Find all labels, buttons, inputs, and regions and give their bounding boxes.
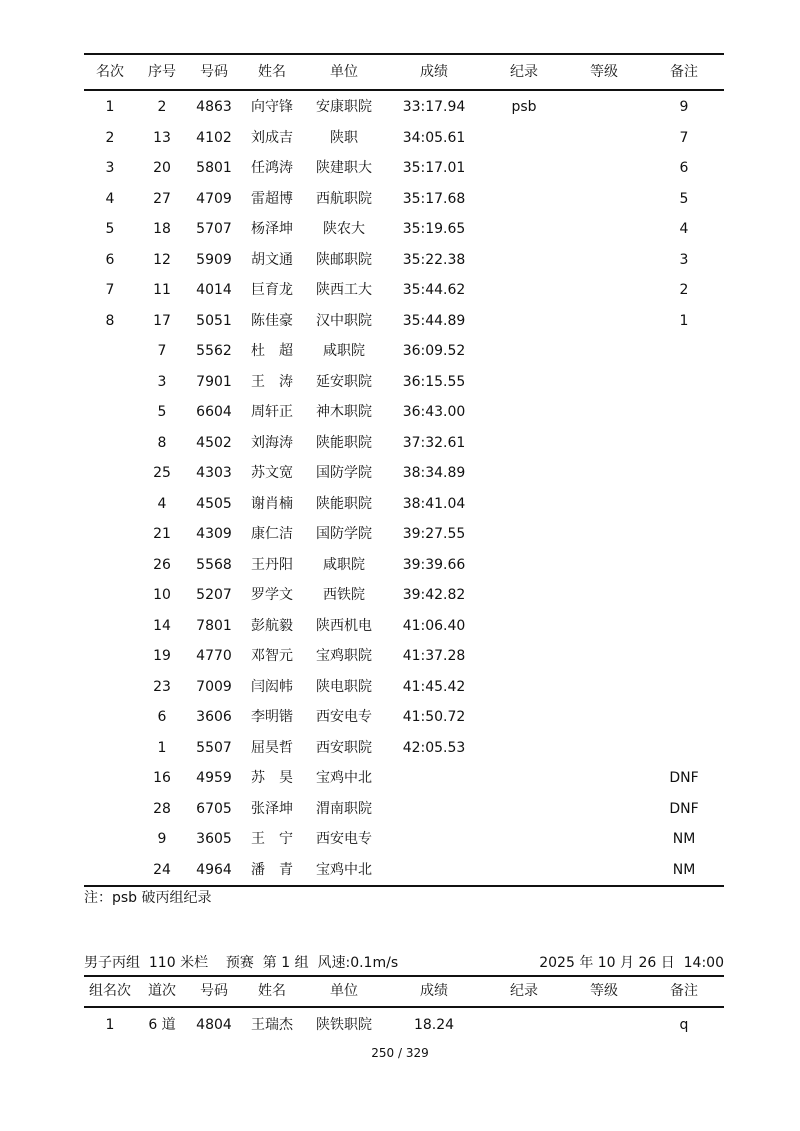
table-cell: 36:15.55 <box>402 373 466 390</box>
table-cell: 10 <box>153 587 171 603</box>
table-row <box>84 184 724 215</box>
table-cell: 4709 <box>196 190 232 207</box>
column-header: 纪录 <box>484 976 564 1007</box>
table-row <box>84 428 724 459</box>
table-cell: 闫闳帏 <box>251 678 293 695</box>
table-cell <box>564 153 644 184</box>
table-cell: 陕职 <box>330 129 358 146</box>
table-cell <box>484 184 564 215</box>
table-cell: 宝鸡中北 <box>316 861 372 878</box>
table-cell: 38:41.04 <box>402 495 466 512</box>
column-header: 纪录 <box>484 54 564 90</box>
table-cell: 西安电专 <box>316 709 372 725</box>
column-header: 道次 <box>136 976 188 1007</box>
table-cell: 西铁院 <box>323 587 365 603</box>
table-cell <box>644 458 724 489</box>
table-cell <box>484 763 564 794</box>
column-header: 等级 <box>564 976 644 1007</box>
table-cell: 陕能职院 <box>316 495 372 512</box>
table-cell: 4 <box>157 495 167 512</box>
table-cell: 4863 <box>196 99 232 115</box>
event-heading <box>84 952 724 972</box>
table-cell <box>484 458 564 489</box>
table-row <box>84 611 724 642</box>
table-cell: 36:43.00 <box>402 404 466 420</box>
table-cell <box>484 153 564 184</box>
table-cell: 26 <box>153 556 171 573</box>
table-cell <box>84 855 136 887</box>
table-cell <box>84 397 136 428</box>
table-cell: 5562 <box>196 343 232 359</box>
table-cell: 王 涛 <box>251 373 293 390</box>
table-cell <box>484 641 564 672</box>
table-cell: 13 <box>153 129 171 146</box>
table-cell <box>84 519 136 550</box>
table-cell: 西安电专 <box>316 831 372 847</box>
table-cell: 5207 <box>196 587 232 603</box>
table-cell: 35:17.01 <box>402 160 466 176</box>
table-cell: 6 道 <box>148 1017 176 1033</box>
table-cell: 陕铁职院 <box>316 1017 372 1033</box>
table-row <box>84 641 724 672</box>
table-cell: 杜 超 <box>251 343 293 359</box>
table-cell: 3605 <box>196 831 232 847</box>
table-cell: 2 <box>679 282 689 298</box>
table-cell: 张泽坤 <box>251 800 293 817</box>
table-cell: 神木职院 <box>316 404 372 420</box>
table-cell <box>384 855 484 887</box>
table-cell <box>84 824 136 855</box>
table-cell <box>84 794 136 825</box>
table-cell: 19 <box>153 648 171 664</box>
table-cell <box>484 702 564 733</box>
table-row <box>84 90 724 123</box>
table-cell <box>564 794 644 825</box>
table-cell: 34:05.61 <box>402 129 466 146</box>
table-row <box>84 855 724 887</box>
table-cell: 周轩正 <box>251 404 293 420</box>
table-cell: 35:44.62 <box>402 282 466 298</box>
table-row <box>84 306 724 337</box>
table-cell <box>644 550 724 581</box>
table-cell <box>484 733 564 764</box>
table-cell <box>84 733 136 764</box>
table-cell: 2 <box>157 99 167 115</box>
table-cell: 41:45.42 <box>402 678 466 695</box>
table-cell: 4102 <box>196 129 232 146</box>
table-cell: 42:05.53 <box>402 739 466 756</box>
table-cell: 41:37.28 <box>402 648 466 664</box>
table-cell <box>564 90 644 123</box>
table-row <box>84 153 724 184</box>
table-cell <box>484 794 564 825</box>
table-cell <box>384 794 484 825</box>
table-cell: 杨泽坤 <box>251 221 293 237</box>
table-cell <box>564 245 644 276</box>
column-header: 成绩 <box>384 54 484 90</box>
table-cell <box>84 611 136 642</box>
column-header: 单位 <box>304 54 384 90</box>
table-cell: 9 <box>679 99 689 115</box>
table-cell <box>564 611 644 642</box>
table-cell: DNF <box>669 770 699 786</box>
table-cell: 36:09.52 <box>402 343 466 359</box>
table-cell: 41:06.40 <box>402 617 466 634</box>
table-cell: 28 <box>153 800 171 817</box>
table-cell <box>564 1007 644 1042</box>
table-cell: 6 <box>157 709 167 725</box>
table-cell: 咸职院 <box>323 343 365 359</box>
table-cell <box>564 458 644 489</box>
column-header: 备注 <box>644 976 724 1007</box>
column-header: 单位 <box>304 976 384 1007</box>
table-cell: 41:50.72 <box>402 709 466 725</box>
table-cell: 5707 <box>196 221 232 237</box>
table-cell: 7 <box>157 343 167 359</box>
table-cell: 6604 <box>196 404 232 420</box>
table-cell: 宝鸡职院 <box>316 648 372 664</box>
table-cell <box>484 519 564 550</box>
table-cell <box>564 580 644 611</box>
column-header: 组名次 <box>84 976 136 1007</box>
table-cell: 5507 <box>196 739 232 756</box>
table-cell: 3 <box>157 373 167 390</box>
table-row <box>84 489 724 520</box>
table-cell <box>644 397 724 428</box>
table-cell: 4770 <box>196 648 232 664</box>
table-cell: 陕建职大 <box>316 160 372 176</box>
table-cell: 李明锴 <box>251 709 293 725</box>
table-cell: 24 <box>153 861 171 878</box>
table-cell: 5 <box>679 190 689 207</box>
table-cell <box>484 855 564 887</box>
table-cell: 35:22.38 <box>402 251 466 268</box>
results-table-110m-hurdles <box>84 975 724 1042</box>
table-cell <box>484 611 564 642</box>
table-cell <box>484 1007 564 1042</box>
table-cell <box>564 367 644 398</box>
table-cell: 4964 <box>196 861 232 878</box>
table-cell: 39:42.82 <box>402 587 466 603</box>
table-cell <box>84 428 136 459</box>
table-cell <box>564 641 644 672</box>
table-cell: 6705 <box>196 800 232 817</box>
table-cell: 8 <box>157 434 167 451</box>
table-cell: 7 <box>679 129 689 146</box>
table-cell: 陕农大 <box>323 221 365 237</box>
table-cell <box>484 824 564 855</box>
table-row <box>84 367 724 398</box>
table-cell <box>564 428 644 459</box>
table-row <box>84 519 724 550</box>
table-row <box>84 397 724 428</box>
table-cell <box>84 336 136 367</box>
table-header-row <box>84 976 724 1007</box>
table-cell <box>564 672 644 703</box>
table-cell: 巨育龙 <box>251 282 293 298</box>
table-cell: 39:39.66 <box>402 556 466 573</box>
table-cell <box>484 214 564 245</box>
table-cell: 16 <box>153 770 171 786</box>
table-cell: 雷超博 <box>251 190 293 207</box>
table-cell: 罗学文 <box>251 587 293 603</box>
table-cell: 1 <box>679 312 689 329</box>
column-header: 姓名 <box>240 976 304 1007</box>
table-cell: 35:44.89 <box>402 312 466 329</box>
table-cell: 陕邮职院 <box>316 251 372 268</box>
table-cell <box>484 306 564 337</box>
table-cell: 6 <box>105 251 115 268</box>
table-cell: 21 <box>153 526 171 542</box>
table-cell <box>644 336 724 367</box>
table-cell: 向守锋 <box>251 99 293 115</box>
table-cell: 延安职院 <box>316 373 372 390</box>
table-cell: 11 <box>153 282 171 298</box>
table-row <box>84 245 724 276</box>
column-header: 序号 <box>136 54 188 90</box>
column-header: 名次 <box>84 54 136 90</box>
table-cell: q <box>679 1017 689 1033</box>
table-cell: 潘 青 <box>251 861 293 878</box>
table-cell: 西航职院 <box>316 190 372 207</box>
table-cell: 1 <box>105 99 115 115</box>
column-header: 等级 <box>564 54 644 90</box>
table-cell: 陕西机电 <box>316 617 372 634</box>
table-cell <box>84 550 136 581</box>
table-cell: 刘海涛 <box>251 434 293 451</box>
table-cell <box>484 123 564 154</box>
table-cell: 18 <box>153 221 171 237</box>
table-cell: 7 <box>105 282 115 298</box>
table-cell <box>644 733 724 764</box>
table-cell: 7901 <box>196 373 232 390</box>
table-cell <box>564 702 644 733</box>
table-cell: 3 <box>105 160 115 176</box>
table-cell: 王瑞杰 <box>251 1017 293 1033</box>
table-cell: 3606 <box>196 709 232 725</box>
table-cell: 5801 <box>196 160 232 176</box>
table-cell: 邓智元 <box>251 648 293 664</box>
table-cell: 康仁洁 <box>251 526 293 542</box>
table-cell <box>84 367 136 398</box>
table-cell: 23 <box>153 678 171 695</box>
table-row <box>84 763 724 794</box>
table-cell: 6 <box>679 160 689 176</box>
record-note: 注：psb 破丙组纪录 <box>84 890 212 906</box>
table-cell: 苏 昊 <box>251 770 293 786</box>
table-cell: 20 <box>153 160 171 176</box>
table-cell: 陕电职院 <box>316 678 372 695</box>
table-row <box>84 824 724 855</box>
table-cell <box>84 580 136 611</box>
table-row <box>84 458 724 489</box>
table-row <box>84 794 724 825</box>
table-row <box>84 550 724 581</box>
table-cell <box>484 397 564 428</box>
table-cell: 1 <box>105 1017 115 1033</box>
event-title: 男子丙组 110 米栏 预赛 第 1 组 风速:0.1m/s <box>84 955 399 971</box>
table-cell: 刘成吉 <box>251 129 293 146</box>
column-header: 号码 <box>188 54 240 90</box>
event-datetime: 2025 年 10 月 26 日 14:00 <box>539 955 724 971</box>
table-row <box>84 672 724 703</box>
table-cell: psb <box>511 99 537 115</box>
table-cell <box>644 489 724 520</box>
table-cell: 1 <box>157 739 167 756</box>
table-cell <box>644 367 724 398</box>
table-cell: 胡文通 <box>251 251 293 268</box>
table-cell: 4959 <box>196 770 232 786</box>
table-cell: 4 <box>679 221 689 237</box>
table-cell: 4502 <box>196 434 232 451</box>
table-cell <box>84 458 136 489</box>
table-cell <box>564 214 644 245</box>
table-cell: 14 <box>153 617 171 634</box>
table-cell <box>564 550 644 581</box>
table-cell: 彭航毅 <box>251 617 293 634</box>
table-cell: 3 <box>679 251 689 268</box>
table-cell <box>644 641 724 672</box>
table-cell: 国防学院 <box>316 526 372 542</box>
table-cell: 4014 <box>196 282 232 298</box>
table-cell: 咸职院 <box>323 556 365 573</box>
table-row <box>84 733 724 764</box>
table-cell: 5909 <box>196 251 232 268</box>
table-cell <box>564 397 644 428</box>
table-cell: 4303 <box>196 465 232 481</box>
table-cell <box>484 367 564 398</box>
table-cell: 国防学院 <box>316 465 372 481</box>
table-row <box>84 275 724 306</box>
table-cell <box>484 428 564 459</box>
table-cell <box>84 672 136 703</box>
table-row <box>84 1007 724 1042</box>
table-cell <box>484 275 564 306</box>
table-cell: 苏文宽 <box>251 465 293 481</box>
table-cell: 12 <box>153 251 171 268</box>
table-cell: 17 <box>153 312 171 329</box>
table-cell: 27 <box>153 190 171 207</box>
table-cell <box>484 580 564 611</box>
column-header: 姓名 <box>240 54 304 90</box>
table-cell <box>564 306 644 337</box>
table-cell <box>484 245 564 276</box>
table-cell <box>484 672 564 703</box>
table-row <box>84 702 724 733</box>
table-cell: 屈昊哲 <box>251 739 293 756</box>
table-cell: 7801 <box>196 617 232 634</box>
table-row <box>84 123 724 154</box>
table-cell: 35:19.65 <box>402 221 466 237</box>
table-cell <box>564 519 644 550</box>
table-cell: 任鸿涛 <box>251 160 293 176</box>
table-cell <box>484 550 564 581</box>
column-header: 备注 <box>644 54 724 90</box>
table-cell: 陕西工大 <box>316 282 372 298</box>
table-cell: 18.24 <box>413 1017 455 1033</box>
table-row <box>84 336 724 367</box>
table-cell <box>384 763 484 794</box>
table-cell <box>84 763 136 794</box>
table-cell: 7009 <box>196 678 232 695</box>
table-cell: 王 宁 <box>251 831 293 847</box>
table-cell: 37:32.61 <box>402 434 466 451</box>
table-cell: 5568 <box>196 556 232 573</box>
table-cell: 4309 <box>196 526 232 542</box>
table-cell: 汉中职院 <box>316 312 372 329</box>
table-cell: 西安职院 <box>316 739 372 756</box>
table-cell: 王丹阳 <box>251 556 293 573</box>
table-cell <box>564 184 644 215</box>
table-cell: 38:34.89 <box>402 465 466 481</box>
table-cell <box>564 855 644 887</box>
table-cell: 陕能职院 <box>316 434 372 451</box>
table-cell: 4 <box>105 190 115 207</box>
table-cell <box>644 672 724 703</box>
table-cell <box>644 519 724 550</box>
table-header-row <box>84 54 724 90</box>
table-cell: 2 <box>105 129 115 146</box>
column-header: 成绩 <box>384 976 484 1007</box>
table-cell <box>484 489 564 520</box>
table-cell: NM <box>672 831 696 847</box>
table-row <box>84 580 724 611</box>
table-cell <box>564 763 644 794</box>
table-cell: 陈佳豪 <box>251 312 293 329</box>
table-cell <box>384 824 484 855</box>
table-cell: 宝鸡中北 <box>316 770 372 786</box>
table-cell <box>564 824 644 855</box>
table-cell: 4804 <box>196 1017 232 1033</box>
page-number: 250 / 329 <box>371 1046 429 1060</box>
table-cell: 33:17.94 <box>402 99 466 115</box>
table-cell: 渭南职院 <box>316 800 372 817</box>
table-cell: DNF <box>669 800 699 817</box>
table-cell <box>84 641 136 672</box>
column-header: 号码 <box>188 976 240 1007</box>
table-cell <box>644 428 724 459</box>
table-cell: 5 <box>157 404 167 420</box>
table-cell <box>564 275 644 306</box>
table-cell: 5051 <box>196 312 232 329</box>
table-cell <box>564 733 644 764</box>
table-cell: 5 <box>105 221 115 237</box>
table-cell <box>644 702 724 733</box>
table-cell: 9 <box>157 831 167 847</box>
table-cell <box>564 123 644 154</box>
table-cell: 8 <box>105 312 115 329</box>
table-cell: 35:17.68 <box>402 190 466 207</box>
table-cell: NM <box>672 861 696 878</box>
table-cell: 谢肖楠 <box>251 495 293 512</box>
table-cell: 安康职院 <box>316 99 372 115</box>
table-cell: 39:27.55 <box>402 526 466 542</box>
table-cell <box>644 580 724 611</box>
table-row <box>84 214 724 245</box>
table-cell <box>84 702 136 733</box>
results-table-10000m <box>84 53 724 887</box>
table-cell <box>84 489 136 520</box>
table-cell <box>644 611 724 642</box>
table-cell <box>484 336 564 367</box>
table-cell: 25 <box>153 465 171 481</box>
table-cell <box>564 489 644 520</box>
table-cell <box>564 336 644 367</box>
table-cell: 4505 <box>196 495 232 512</box>
